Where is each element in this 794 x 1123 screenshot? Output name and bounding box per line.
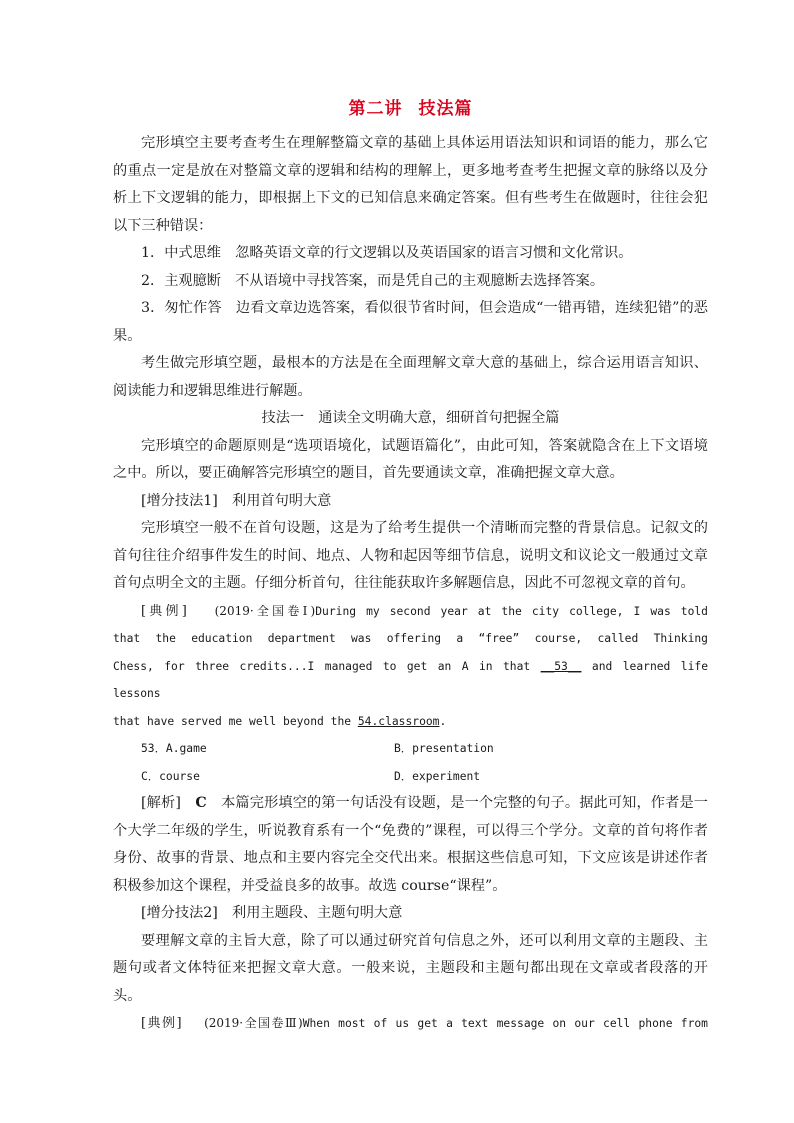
- technique1-heading: 技法一 通读全文明确大意，细研首句把握全篇: [261, 410, 560, 426]
- title-part-2: 技法篇: [418, 99, 473, 119]
- error-item-1: 1．中式思维 忽略英语文章的行文逻辑以及英语国家的语言习惯和文化常识。: [141, 245, 633, 261]
- example1-block: [113, 598, 708, 791]
- technique1-paragraph: 完形填空的命题原则是“选项语境化，试题语篇化”，由此可知，答案就隐含在上下文语境之中。所以，要正确解答完形填空的题目，首先要通读文章，准确把握文章大意。: [113, 437, 708, 481]
- options-row-2: [113, 763, 708, 791]
- example1-label: [典例]: [141, 603, 187, 619]
- skill2-paragraph: 要理解文章的主旨大意，除了可以通过研究首句信息之外，还可以利用文章的主题段、主题句或者文体特征来把握文章大意。一般来说，主题段和主题句都出现在文章或者段落的开头。: [113, 932, 708, 1004]
- skill2-label: [增分技法2] 利用主题段、主题句明大意: [141, 905, 403, 921]
- example1-line-4: [113, 708, 708, 736]
- example1-text-1: During my second year at the city college, I was told: [315, 604, 708, 618]
- underlined-54: 54.classroom: [357, 714, 440, 728]
- option-d: D．experiment: [394, 769, 481, 783]
- analysis1-answer: C: [195, 795, 207, 811]
- example2-source: (2019·全国卷Ⅲ): [204, 1016, 303, 1030]
- title-part-1: 第二讲: [348, 99, 403, 119]
- example1-text-4b: .: [439, 714, 447, 728]
- example1-text-4a: that have served me well beyond the: [113, 714, 358, 728]
- option-c: C．course: [141, 769, 200, 783]
- method-paragraph: 考生做完形填空题，最根本的方法是在全面理解文章大意的基础上，综合运用语言知识、阅读能力和逻辑思维进行解题。: [113, 355, 708, 399]
- page-title: [113, 94, 708, 119]
- example1-text-3b: and learned life lessons: [113, 659, 708, 700]
- skill1-paragraph: 完形填空一般不在首句设题，这是为了给考生提供一个清晰而完整的背景信息。记叙文的首句往往介绍事件发生的时间、地点、人物和起因等细节信息，说明文和议论文一般通过文章首句点明全文的主题。仔细分析首句，往往能获取许多解题信息，因此不可忽视文章的首句。: [113, 520, 708, 591]
- example2-line-1: [113, 1010, 708, 1038]
- example1-line-1: [113, 598, 708, 626]
- analysis1-paragraph: [113, 790, 708, 900]
- analysis1-label: [解析]: [141, 795, 181, 811]
- option-b: B．presentation: [394, 742, 494, 755]
- example2-text: When most of us get a text message on our cell phone from: [302, 1017, 708, 1030]
- error-item-3: 3．匆忙作答 边看文章边选答案，看似很节省时间，但会造成“一错再错，连续犯错”的恶果。: [113, 300, 708, 344]
- example1-line-3: [113, 653, 708, 708]
- skill1-label: [增分技法1] 利用首句明大意: [141, 492, 332, 509]
- intro-paragraph: 完形填空主要考查考生在理解整篇文章的基础上具体运用语法知识和词语的能力，那么它的重点一定是放在对整篇文章的逻辑和结构的理解上，更多地考查考生把握文章的脉络以及分析上下文逻辑的能力，即根据上下文的已知信息来确定答案。但有些考生在做题时，往往会犯以下三种错误：: [113, 135, 708, 234]
- blank-53: __53__: [540, 659, 582, 673]
- example1-line-2: that the education department was offering a “free” course, called Thinking: [113, 632, 708, 645]
- option-a: 53．A.game: [141, 742, 207, 755]
- analysis1-text: 本篇完形填空的第一句话没有设题，是一个完整的句子。据此可知，作者是一个大学二年级的学生，听说教育系有一个“免费的”课程，可以得三个学分。文章的首句将作者身份、故事的背景、地点和主要内容完全交代出来。根据这些信息可知，下文应该是讲述作者积极参加这个课程，并受益良多的故事。故选 course“课程”。: [113, 795, 708, 894]
- example1-source: (2019·全国卷Ⅰ): [214, 603, 316, 618]
- options-row-1: [113, 735, 708, 763]
- example1-text-3a: Chess, for three credits...I managed to get an A in that: [113, 659, 541, 673]
- example2-label: [典例]: [141, 1016, 182, 1031]
- error-item-2: 2．主观臆断 不从语境中寻找答案，而是凭自己的主观臆断去选择答案。: [141, 272, 605, 289]
